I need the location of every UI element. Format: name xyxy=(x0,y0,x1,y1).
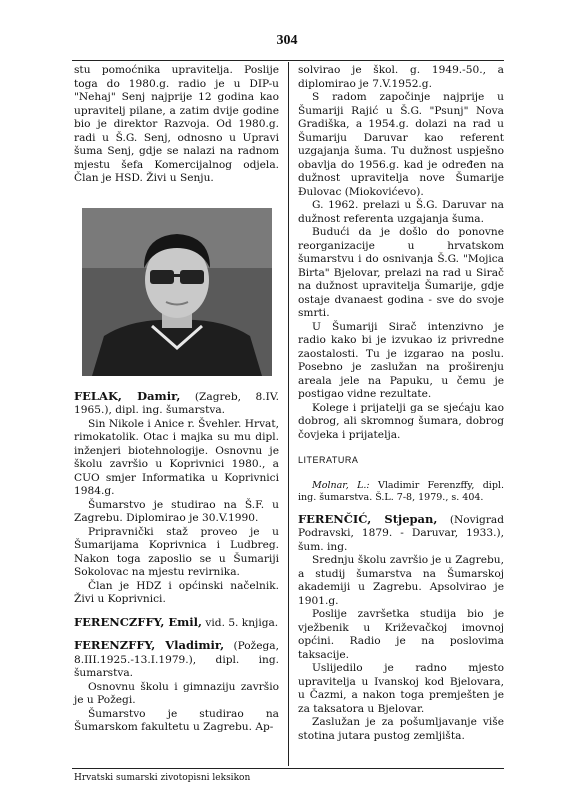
footer-text: Hrvatski sumarski zivotopisni leksikon xyxy=(74,773,251,783)
entry-felak-header xyxy=(74,390,279,418)
paragraph: Član je HDZ i općinski načelnik. Živi u Koprivnici. xyxy=(74,579,279,605)
paragraph: Kolege i prijatelji ga se sjećaju kao dobrog, ali skromnog šumara, dobrog čovjeka i prijatelja. xyxy=(298,401,504,441)
paragraph: Šumarstvo je studirao na Šumarskom fakultetu u Zagrebu. Ap- xyxy=(74,707,279,733)
literature-heading: LITERATURA xyxy=(298,455,359,465)
column-divider xyxy=(288,62,289,766)
paragraph: Srednju školu završio je u Zagrebu, a studij šumarstva na Šumarskoj akademiji u Zagrebu. Apsolvirao je 1901.g. xyxy=(298,554,504,607)
entry-ferenzffy-header xyxy=(74,639,279,681)
footer-rule xyxy=(72,768,504,769)
paragraph: Osnovnu školu i gimnaziju završio je u Požegi. xyxy=(74,680,279,706)
header-rule xyxy=(72,60,504,61)
entry-ferenczffy-header xyxy=(74,616,279,631)
paragraph: Uslijedilo je radno mjesto upravitelja u Ivanskoj kod Bjelovara, u Čazmi, a nakon toga premješten je za taksatora u Bjelovar. xyxy=(298,662,504,715)
paragraph: Šumarstvo je studirao na Š.F. u Zagrebu. Diplomirao je 30.V.1990. xyxy=(74,498,279,524)
left-column xyxy=(74,64,279,735)
paragraph: S radom započinje najprije u Šumariji Rajić u Š.G. "Psunj" Nova Gradiška, a 1954.g. dolazi na rad u Šumariju Daruvar kao referent uzgajanja šuma. Tu dužnost uspješno obavlja do 1956.g. kad je određen na dužnost upravitelja nove Šumarije Đulovac (Miokovićevo). xyxy=(298,91,504,198)
entry-name: FERENZFFY, Vladimir, xyxy=(74,638,225,652)
literature-text: Vladimir Ferenzffy, dipl. ing. šumarstva. Š.L. 7-8, 1979., s. 404. xyxy=(298,479,504,503)
entry-name: FELAK, Damir, xyxy=(74,388,181,403)
paragraph: Poslije završetka studija bio je vježbenik u Križevačkoj imovnoj općini. Radio je na poslovima taksacije. xyxy=(298,608,504,661)
page-number: 304 xyxy=(276,33,298,48)
literature-reference xyxy=(298,480,504,504)
paragraph: Zaslužan je za pošumljavanje više stotina jutara pustog zemljišta. xyxy=(298,716,504,742)
entry-intro: (Požega, 8.III.1925.-13.I.1979.), dipl. ing. šumarstva. xyxy=(74,640,279,679)
paragraph: G. 1962. prelazi u Š.G. Daruvar na dužnost referenta uzgajanja šuma. xyxy=(298,199,504,225)
entry-ferencic-header xyxy=(298,513,504,555)
continued-paragraph: solvirao je škol. g. 1949.-50., a diplomirao je 7.V.1952.g. xyxy=(298,64,504,90)
paragraph: Pripravnički staž proveo je u Šumarijama Koprivnica i Ludbreg. Nakon toga zaposlio se u Šumariji Sokolovac na mjestu revirnika. xyxy=(74,525,279,578)
paragraph: U Šumariji Sirač intenzivno je radio kako bi je izvukao iz privredne zaostalosti. Tu je izgarao na poslu. Posebno je zaslužan na proširenju areala jele na Papuku, u čemu je postigao vidne rezultate. xyxy=(298,320,504,400)
entry-name: FERENCZFFY, Emil, xyxy=(74,614,203,629)
continued-paragraph: stu pomoćnika upravitelja. Poslije toga do 1980.g. radio je u DIP-u "Nehaj" Senj najprije 12 godina kao upravitelj pilane, a zatim dvije godine bio je direktor Razvoja. Od 1980.g. radi u Š.G. Senj, odnosno u Upravi šuma Senj, gdje se nalazi na radnom mjestu šefa Komercijalnog odjela. Član je HSD. Živi u Senju. xyxy=(74,64,279,184)
entry-intro: vid. 5. knjiga. xyxy=(202,616,279,629)
paragraph: Sin Nikole i Anice r. Švehler. Hrvat, rimokatolik. Otac i majka su mu dipl. inženjeri biotehnologije. Osnovnu je školu završio u Koprivnici 1980., a CUO smjer Informatika u Koprivnici 1984.g. xyxy=(74,417,279,497)
entry-name: FERENČIĆ, Stjepan, xyxy=(298,511,438,526)
entry-intro: (Zagreb, 8.IV. 1965.), dipl. ing. šumarstva. xyxy=(74,390,279,416)
literature-author: Molnar, L.: xyxy=(312,479,370,491)
entry-intro: (Novigrad Podravski, 1879. - Daruvar, 1933.), šum. ing. xyxy=(298,513,504,553)
paragraph: Budući da je došlo do ponovne reorganizacije u hrvatskom šumarstvu i do osnivanja Š.G. "Mojica Birta" Bjelovar, prelazi na rad u Sirač na dužnost upravitelja Šumarije, gdje ostaje dvanaest godina - sve do svoje smrti. xyxy=(298,226,504,319)
right-column xyxy=(298,64,504,743)
portrait-photo xyxy=(82,208,272,376)
